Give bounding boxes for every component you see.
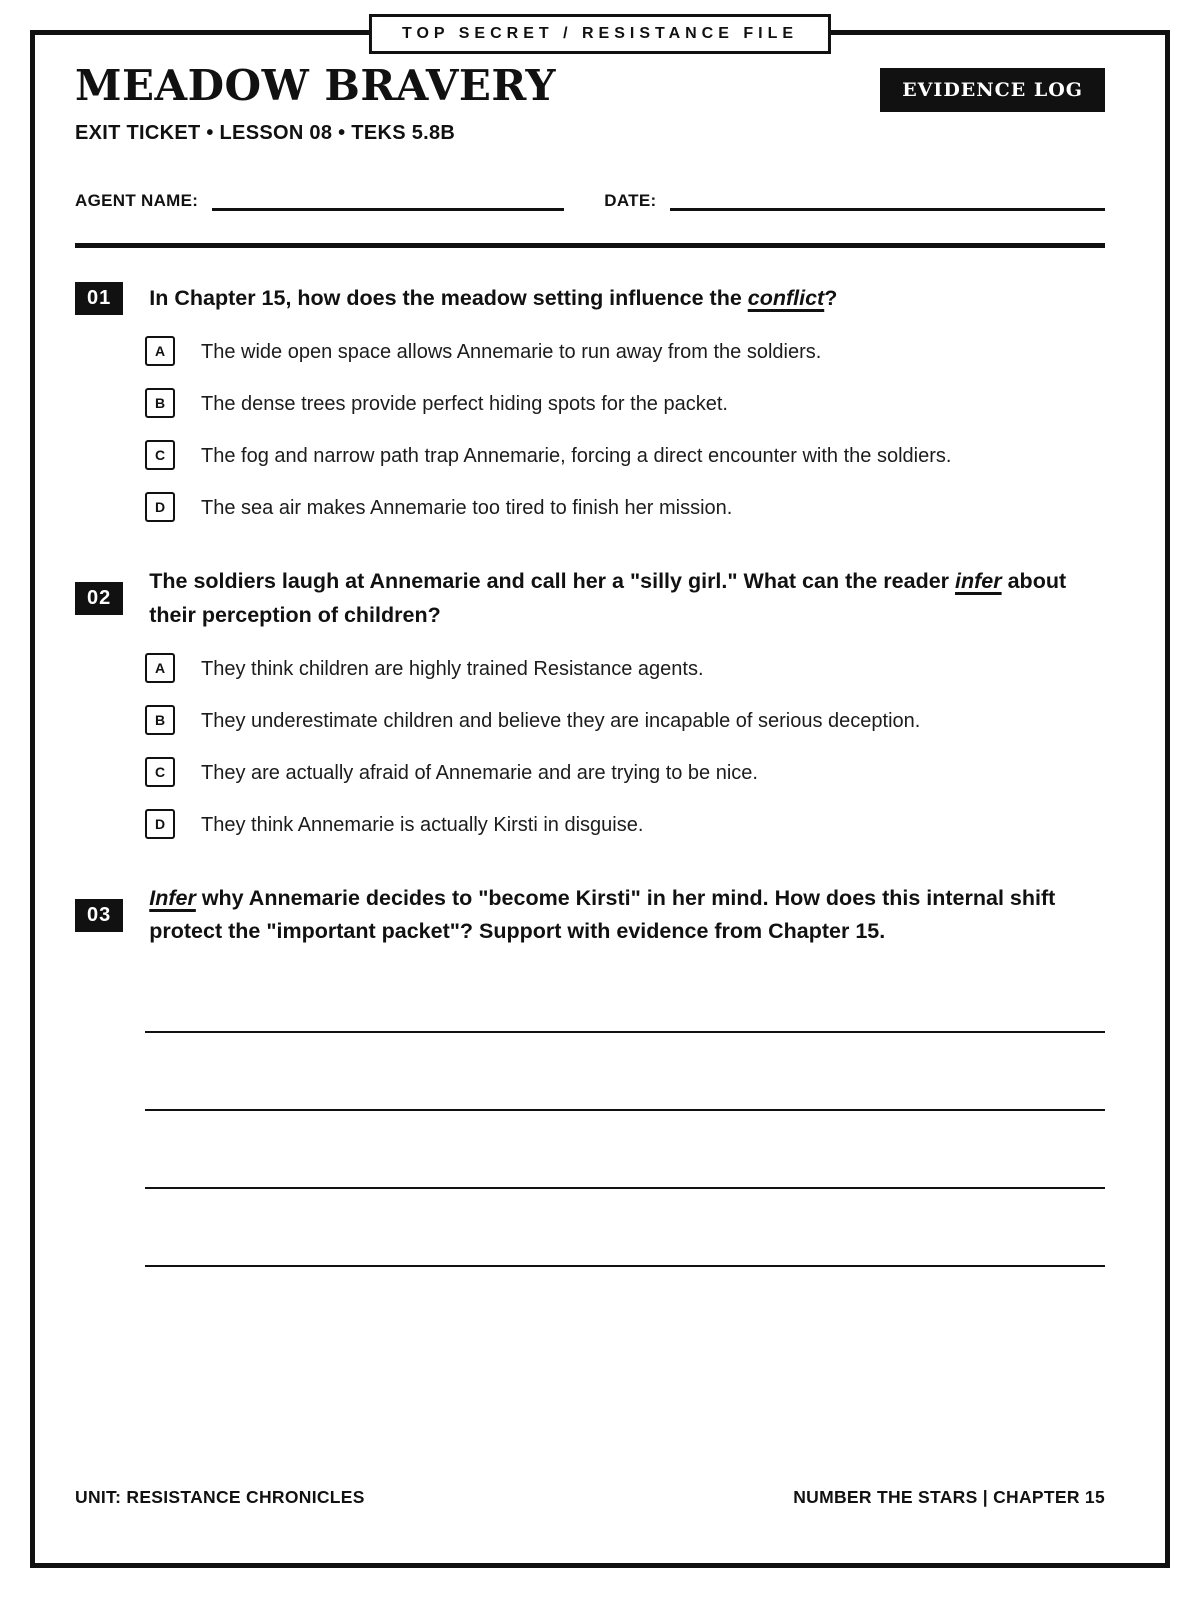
header-row bbox=[75, 61, 1105, 112]
page-content bbox=[75, 61, 1105, 1267]
agent-name-label: AGENT NAME: bbox=[75, 191, 199, 210]
name-date-row bbox=[75, 189, 1105, 211]
question-03-header bbox=[75, 882, 1105, 949]
question-01-header bbox=[75, 282, 1105, 315]
option-row-b bbox=[145, 386, 1105, 419]
lesson-subtitle: EXIT TICKET • LESSON 08 • TEKS 5.8B bbox=[75, 122, 456, 144]
question-03 bbox=[75, 882, 1105, 1267]
choice-box-c[interactable]: C bbox=[145, 440, 175, 470]
date-field[interactable] bbox=[670, 189, 1105, 211]
option-row-d bbox=[145, 490, 1105, 523]
section-divider bbox=[75, 243, 1105, 248]
question-02-number-badge: 02 bbox=[75, 582, 123, 615]
page-title: MEADOW BRAVERY bbox=[75, 61, 557, 110]
option-row-c bbox=[145, 755, 1105, 788]
question-01-options bbox=[145, 334, 1105, 523]
question-02-prompt-after: about their perception of children? bbox=[149, 569, 1067, 627]
question-02-prompt-before: The soldiers laugh at Annemarie and call her a "silly girl." What can the reader bbox=[149, 569, 956, 594]
page-footer bbox=[75, 1487, 1105, 1508]
evidence-log-badge: EVIDENCE LOG bbox=[880, 68, 1105, 112]
date-label: DATE: bbox=[604, 191, 657, 210]
choice-text-b: They underestimate children and believe they are incapable of serious deception. bbox=[201, 709, 921, 732]
question-03-number-badge: 03 bbox=[75, 899, 123, 932]
answer-line[interactable] bbox=[145, 1111, 1105, 1189]
question-01-prompt-before: In Chapter 15, how does the meadow setting influence the bbox=[149, 286, 748, 310]
agent-name-field[interactable] bbox=[212, 189, 564, 211]
question-03-keyword: Infer bbox=[149, 885, 196, 910]
question-01 bbox=[75, 282, 1105, 523]
choice-text-d: They think Annemarie is actually Kirsti in disguise. bbox=[201, 813, 644, 836]
question-03-answer-area bbox=[145, 955, 1105, 1267]
choice-box-b[interactable]: B bbox=[145, 705, 175, 735]
choice-box-c[interactable]: C bbox=[145, 757, 175, 787]
question-02-keyword: infer bbox=[955, 569, 1002, 594]
choice-box-b[interactable]: B bbox=[145, 388, 175, 418]
choice-box-a[interactable]: A bbox=[145, 653, 175, 683]
choice-text-a: The wide open space allows Annemarie to run away from the soldiers. bbox=[201, 341, 822, 364]
choice-text-a: They think children are highly trained Resistance agents. bbox=[201, 657, 704, 680]
option-row-a bbox=[145, 651, 1105, 684]
choice-text-d: The sea air makes Annemarie too tired to finish her mission. bbox=[201, 497, 733, 520]
footer-unit-label: UNIT: RESISTANCE CHRONICLES bbox=[75, 1487, 365, 1507]
question-02 bbox=[75, 565, 1105, 840]
choice-text-c: The fog and narrow path trap Annemarie, forcing a direct encounter with the soldiers. bbox=[201, 445, 952, 468]
footer-book-label: NUMBER THE STARS | CHAPTER 15 bbox=[793, 1487, 1105, 1507]
question-02-header bbox=[75, 565, 1105, 632]
answer-line[interactable] bbox=[145, 1033, 1105, 1111]
question-02-prompt bbox=[149, 565, 1105, 632]
answer-line[interactable] bbox=[145, 955, 1105, 1033]
question-02-options bbox=[145, 651, 1105, 840]
choice-box-d[interactable]: D bbox=[145, 492, 175, 522]
banner-label: TOP SECRET / RESISTANCE FILE bbox=[401, 25, 799, 42]
question-01-keyword: conflict bbox=[747, 286, 825, 310]
question-03-prompt-after: why Annemarie decides to "become Kirsti" in her mind. How does this internal shift protect the "important packet"? Support with evidence from Chapter 15. bbox=[149, 885, 1056, 944]
question-01-prompt-after: ? bbox=[824, 286, 838, 310]
option-row-d bbox=[145, 807, 1105, 840]
choice-box-a[interactable]: A bbox=[145, 336, 175, 366]
choice-box-d[interactable]: D bbox=[145, 809, 175, 839]
question-03-prompt bbox=[149, 882, 1105, 949]
choice-text-b: The dense trees provide perfect hiding spots for the packet. bbox=[201, 393, 728, 416]
question-01-prompt bbox=[149, 282, 837, 315]
option-row-c bbox=[145, 438, 1105, 471]
question-01-number-badge: 01 bbox=[75, 282, 123, 315]
top-secret-banner bbox=[369, 14, 831, 54]
choice-text-c: They are actually afraid of Annemarie and are trying to be nice. bbox=[201, 761, 758, 784]
answer-line[interactable] bbox=[145, 1189, 1105, 1267]
option-row-a bbox=[145, 334, 1105, 367]
option-row-b bbox=[145, 703, 1105, 736]
